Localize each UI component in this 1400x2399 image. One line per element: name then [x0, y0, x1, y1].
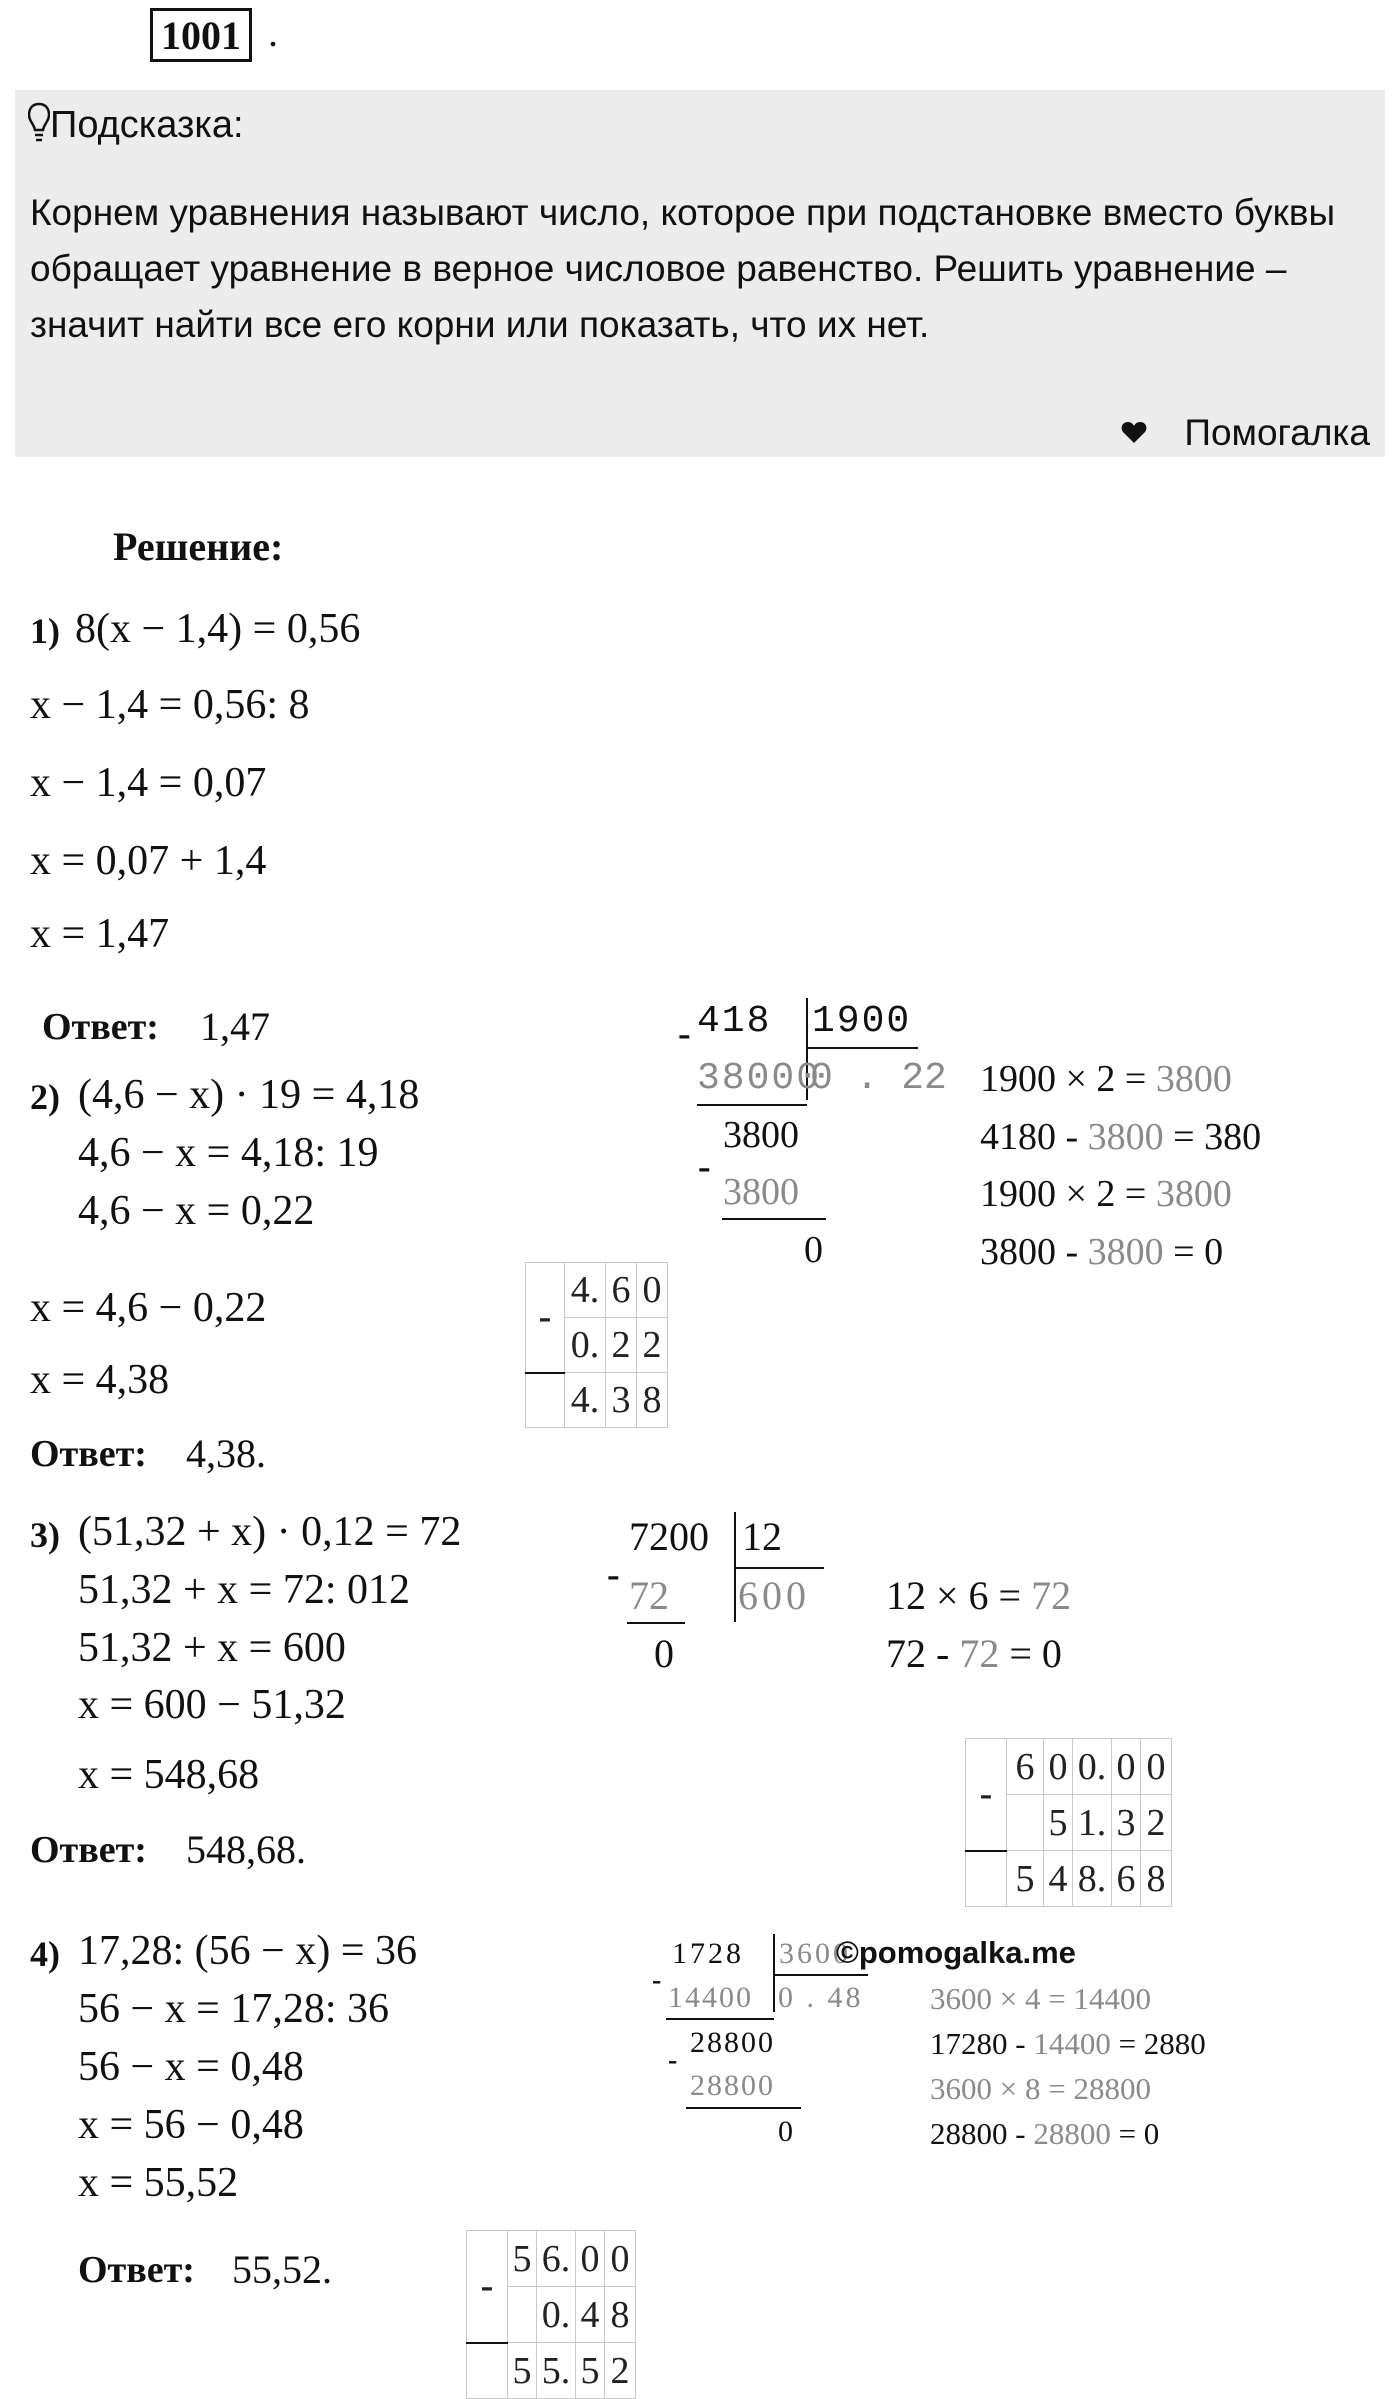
- grid-cell: 4.: [565, 1263, 606, 1318]
- part3-div-quotient: 600: [738, 1573, 810, 1618]
- grid-cell: 2: [605, 2343, 636, 2399]
- part3-div-sub1: 72: [629, 1573, 669, 1618]
- grid-cell: 8.: [1073, 1851, 1112, 1907]
- part3-div-dividend: 7200: [629, 1514, 709, 1559]
- part1-div-minus-2: -: [698, 1146, 711, 1188]
- part3-answer-label: Ответ:: [30, 1829, 147, 1871]
- grid-cell: [526, 1373, 565, 1428]
- grid-cell: 5: [1007, 1851, 1044, 1907]
- grid-cell: 5: [508, 2231, 537, 2287]
- hint-title: Подсказка:: [50, 104, 244, 146]
- part2-line-1: (4,6 − x) · 19 = 4,18: [78, 1072, 420, 1118]
- part4-answer-label: Ответ:: [78, 2249, 195, 2291]
- part4-answer-value: 55,52.: [232, 2247, 332, 2292]
- grid-minus-sign: -: [467, 2231, 508, 2343]
- part1-div-underline-2: [722, 1218, 826, 1220]
- part4-line-4: x = 56 − 0,48: [78, 2102, 304, 2148]
- part1-line-2: x − 1,4 = 0,56: 8: [30, 682, 310, 728]
- part4-div-underline-2: [686, 2107, 801, 2109]
- part4-div-rem1: 28800: [690, 2026, 775, 2059]
- part2-subtraction-grid: [525, 1262, 668, 1428]
- part3-subtraction-grid: [965, 1738, 1172, 1907]
- part3-note-1: 12 × 6 = 72: [886, 1573, 1072, 1618]
- part4-div-sub1: 14400: [668, 1981, 753, 2014]
- solution-title: Решение:: [113, 524, 284, 569]
- part2-answer-label: Ответ:: [30, 1433, 147, 1475]
- part4-line-2: 56 − x = 17,28: 36: [78, 1986, 390, 2032]
- part4-line-5: x = 55,52: [78, 2160, 239, 2206]
- grid-cell: 3: [1112, 1795, 1141, 1851]
- part3-line-1: (51,32 + x) · 0,12 = 72: [78, 1509, 462, 1555]
- part4-div-rem2: 0: [778, 2115, 793, 2148]
- grid-cell: [966, 1851, 1007, 1907]
- part2-number: 2): [30, 1077, 60, 1117]
- part4-div-sub2: 28800: [690, 2069, 775, 2102]
- grid-cell: 0: [1141, 1739, 1172, 1795]
- part4-number: 4): [30, 1934, 60, 1974]
- part3-div-minus: -: [607, 1554, 620, 1596]
- grid-minus-sign: -: [526, 1263, 565, 1373]
- part1-div-sub1: 38000: [697, 1057, 822, 1100]
- part3-line-2: 51,32 + x = 72: 012: [78, 1567, 411, 1613]
- part4-line-1: 17,28: (56 − x) = 36: [78, 1928, 418, 1974]
- part1-note-4: 3800 - 3800 = 0: [980, 1231, 1224, 1273]
- part3-number: 3): [30, 1515, 60, 1555]
- part4-div-dividend: 1728: [672, 1937, 744, 1970]
- part4-line-3: 56 − x = 0,48: [78, 2044, 304, 2090]
- part4-div-divisor: 3600: [779, 1937, 851, 1970]
- part1-div-dividend: 418: [697, 1000, 772, 1043]
- part4-div-quotient: 0 . 48: [778, 1981, 864, 2014]
- grid-cell: [1007, 1795, 1044, 1851]
- grid-cell: 4: [576, 2287, 605, 2343]
- grid-cell: 0.: [1073, 1739, 1112, 1795]
- part4-note-4: 28800 - 28800 = 0: [930, 2116, 1160, 2151]
- part1-line-4: x = 0,07 + 1,4: [30, 838, 267, 884]
- grid-cell: 4: [1044, 1851, 1073, 1907]
- watermark: ©pomogalka.me: [836, 1935, 1076, 1970]
- part1-div-hline: [806, 1047, 918, 1049]
- grid-cell: 2: [606, 1318, 637, 1373]
- grid-cell: 0.: [565, 1318, 606, 1373]
- grid-cell: 8: [637, 1373, 668, 1428]
- part4-div-minus-2: -: [668, 2045, 678, 2076]
- part1-div-minus-1: -: [678, 1013, 691, 1055]
- part4-div-hline: [773, 1974, 868, 1976]
- task-number-dot: .: [268, 10, 278, 55]
- grid-cell: 4.: [565, 1373, 606, 1428]
- part1-line-3: x − 1,4 = 0,07: [30, 760, 267, 806]
- part1-div-divisor: 1900: [812, 1000, 912, 1043]
- grid-cell: 6.: [537, 2231, 576, 2287]
- grid-cell: 6: [606, 1263, 637, 1318]
- part2-line-4: x = 4,6 − 0,22: [30, 1285, 267, 1331]
- part1-note-3: 1900 × 2 = 3800: [980, 1173, 1232, 1215]
- part4-div-minus-1: -: [652, 1965, 662, 1996]
- part4-div-vline: [773, 1934, 775, 2012]
- grid-cell: 6: [1112, 1851, 1141, 1907]
- grid-cell: 0: [576, 2231, 605, 2287]
- part3-div-underline: [627, 1622, 685, 1624]
- part1-note-1: 1900 × 2 = 3800: [980, 1058, 1232, 1100]
- part1-line-5: x = 1,47: [30, 911, 170, 957]
- part1-div-sub2: 3800: [723, 1171, 799, 1213]
- part4-note-2: 17280 - 14400 = 2880: [930, 2026, 1206, 2061]
- part3-div-rem1: 0: [654, 1631, 674, 1676]
- part1-answer-label: Ответ:: [42, 1006, 159, 1048]
- part1-div-rem2: 0: [804, 1229, 823, 1271]
- part1-line-1: 8(x − 1,4) = 0,56: [75, 606, 361, 652]
- grid-cell: 0: [605, 2231, 636, 2287]
- grid-cell: 8: [605, 2287, 636, 2343]
- part3-note-2: 72 - 72 = 0: [886, 1631, 1062, 1676]
- part2-line-5: x = 4,38: [30, 1357, 170, 1403]
- part1-number: 1): [30, 611, 60, 651]
- part3-line-5: x = 548,68: [78, 1752, 260, 1798]
- grid-cell: 0: [1044, 1739, 1073, 1795]
- grid-minus-sign: -: [966, 1739, 1007, 1851]
- lightbulb-icon: [28, 100, 50, 155]
- part4-note-1: 3600 × 4 = 14400: [930, 1981, 1151, 2016]
- grid-cell: 2: [1141, 1795, 1172, 1851]
- grid-cell: 5: [508, 2343, 537, 2399]
- part3-line-4: x = 600 − 51,32: [78, 1682, 346, 1728]
- grid-cell: 5: [576, 2343, 605, 2399]
- grid-cell: [467, 2343, 508, 2399]
- grid-cell: 1.: [1073, 1795, 1112, 1851]
- part1-div-quotient: 0 . 22: [810, 1057, 947, 1100]
- part1-div-underline-1: [697, 1104, 807, 1106]
- part4-subtraction-grid: [466, 2230, 636, 2399]
- grid-cell: 0: [1112, 1739, 1141, 1795]
- grid-cell: 0.: [537, 2287, 576, 2343]
- part4-note-3: 3600 × 8 = 28800: [930, 2071, 1151, 2106]
- grid-cell: 0: [637, 1263, 668, 1318]
- grid-cell: 5.: [537, 2343, 576, 2399]
- grid-cell: 2: [637, 1318, 668, 1373]
- grid-cell: 3: [606, 1373, 637, 1428]
- task-number: 1001: [150, 8, 252, 62]
- part2-answer-value: 4,38.: [186, 1431, 266, 1476]
- part3-div-divisor: 12: [742, 1514, 782, 1559]
- part2-line-2: 4,6 − x = 4,18: 19: [78, 1130, 379, 1176]
- part1-div-rem1: 3800: [723, 1114, 799, 1156]
- grid-cell: 6: [1007, 1739, 1044, 1795]
- part4-div-underline-1: [666, 2018, 774, 2020]
- part3-answer-value: 548,68.: [186, 1827, 306, 1872]
- heart-icon: [1121, 421, 1147, 450]
- hint-text: Корнем уравнения называют число, которое при подстановке вместо буквы обращает уравнение в верное числовое равенство. Решить уравнение – значит найти все его корни или показать, что их нет.: [30, 192, 1336, 345]
- part3-div-hline: [734, 1567, 824, 1569]
- part1-answer-value: 1,47: [200, 1004, 270, 1049]
- part2-line-3: 4,6 − x = 0,22: [78, 1188, 315, 1234]
- hint-credit[interactable]: Помогалка: [1184, 412, 1370, 453]
- grid-cell: 8: [1141, 1851, 1172, 1907]
- part3-line-3: 51,32 + x = 600: [78, 1625, 346, 1671]
- grid-cell: [508, 2287, 537, 2343]
- grid-cell: 5: [1044, 1795, 1073, 1851]
- part1-note-2: 4180 - 3800 = 380: [980, 1116, 1262, 1158]
